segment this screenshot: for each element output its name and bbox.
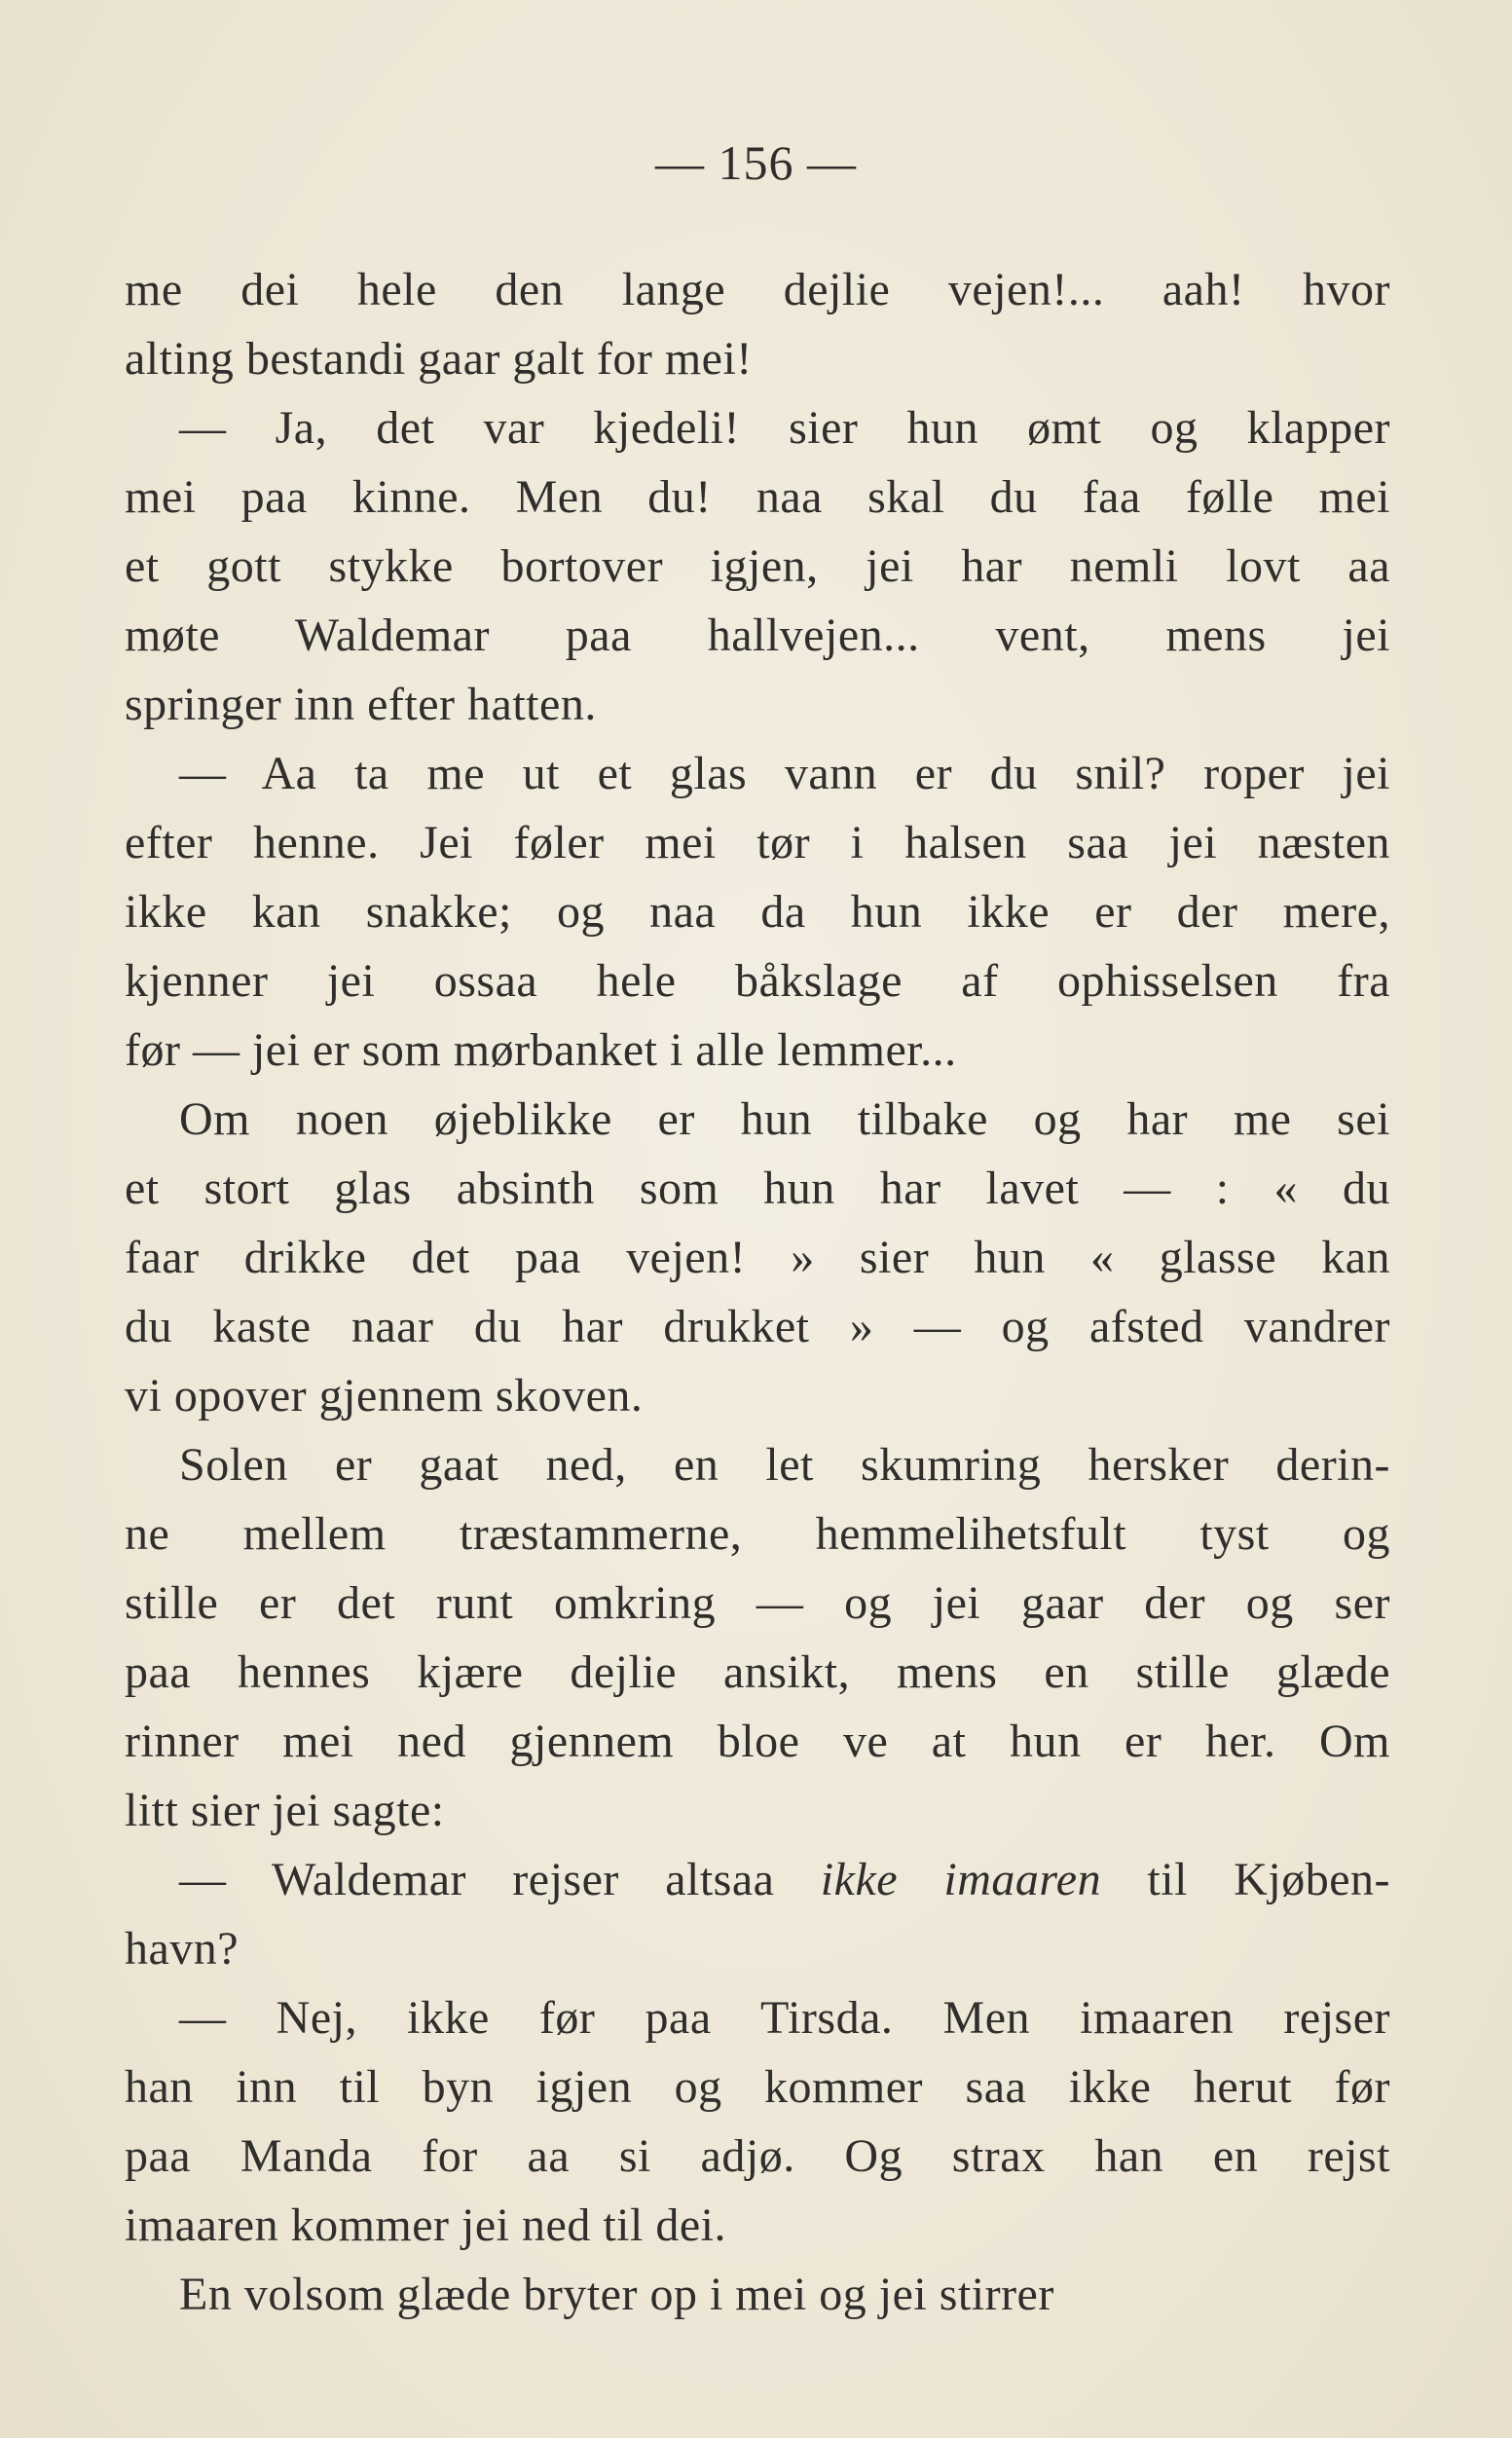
text-line: du kaste naar du har drukket » — og afsted vandrer	[125, 1301, 1390, 1352]
text-line: vi opover gjennem skoven.	[125, 1370, 644, 1422]
text-line-with-italic: — Waldemar rejser altsaa ikke imaaren til Kjøben-	[179, 1854, 1391, 1905]
body-text	[125, 255, 1390, 2329]
text-line: før — jei er som mørbanket i alle lemmer...	[125, 1024, 957, 1076]
text-line: springer inn efter hatten.	[125, 679, 597, 730]
italic-phrase: ikke imaaren	[820, 1854, 1102, 1905]
text-line: paa Manda for aa si adjø. Og strax han en rejst	[125, 2130, 1390, 2182]
text-line: ne mellem træstammerne, hemmelihetsfult tyst og	[125, 1508, 1390, 1560]
text-line: faar drikke det paa vejen! » sier hun « glasse kan	[125, 1232, 1390, 1283]
text-line: stille er det runt omkring — og jei gaar der og ser	[125, 1577, 1390, 1629]
text-line: — Aa ta me ut et glas vann er du snil? roper jei	[179, 748, 1390, 799]
text-line: efter henne. Jei føler mei tør i halsen saa jei næsten	[125, 817, 1390, 868]
text-line: me dei hele den lange dejlie vejen!... aah! hvor	[125, 264, 1390, 315]
page-number: — 156 —	[655, 135, 857, 190]
text-line: paa hennes kjære dejlie ansikt, mens en stille glæde	[125, 1646, 1390, 1698]
text-line: han inn til byn igjen og kommer saa ikke herut før	[125, 2061, 1390, 2113]
text-line: mei paa kinne. Men du! naa skal du faa følle mei	[125, 471, 1390, 523]
text-line: En volsom glæde bryter op i mei og jei stirrer	[179, 2269, 1054, 2320]
text-line: et gott stykke bortover igjen, jei har nemli lovt aa	[125, 540, 1390, 592]
text-line: Om noen øjeblikke er hun tilbake og har me sei	[179, 1093, 1390, 1145]
text-line: et stort glas absinth som hun har lavet — : « du	[125, 1163, 1390, 1214]
text-line: — Ja, det var kjedeli! sier hun ømt og klapper	[179, 402, 1390, 454]
text-line: havn?	[125, 1923, 240, 1975]
text-line: møte Waldemar paa hallvejen... vent, mens jei	[125, 610, 1390, 661]
text-line: Solen er gaat ned, en let skumring hersker derin-	[179, 1439, 1390, 1491]
text-line: ikke kan snakke; og naa da hun ikke er der mere,	[125, 886, 1390, 938]
text-line: litt sier jei sagte:	[125, 1785, 445, 1836]
text-line: — Nej, ikke før paa Tirsda. Men imaaren rejser	[179, 1992, 1390, 2044]
text-line: alting bestandi gaar galt for mei!	[125, 333, 753, 385]
text-line: rinner mei ned gjennem bloe ve at hun er her. Om	[125, 1716, 1390, 1767]
text-line: imaaren kommer jei ned til dei.	[125, 2199, 726, 2251]
text-line: kjenner jei ossaa hele båkslage af ophisselsen fra	[125, 955, 1390, 1007]
